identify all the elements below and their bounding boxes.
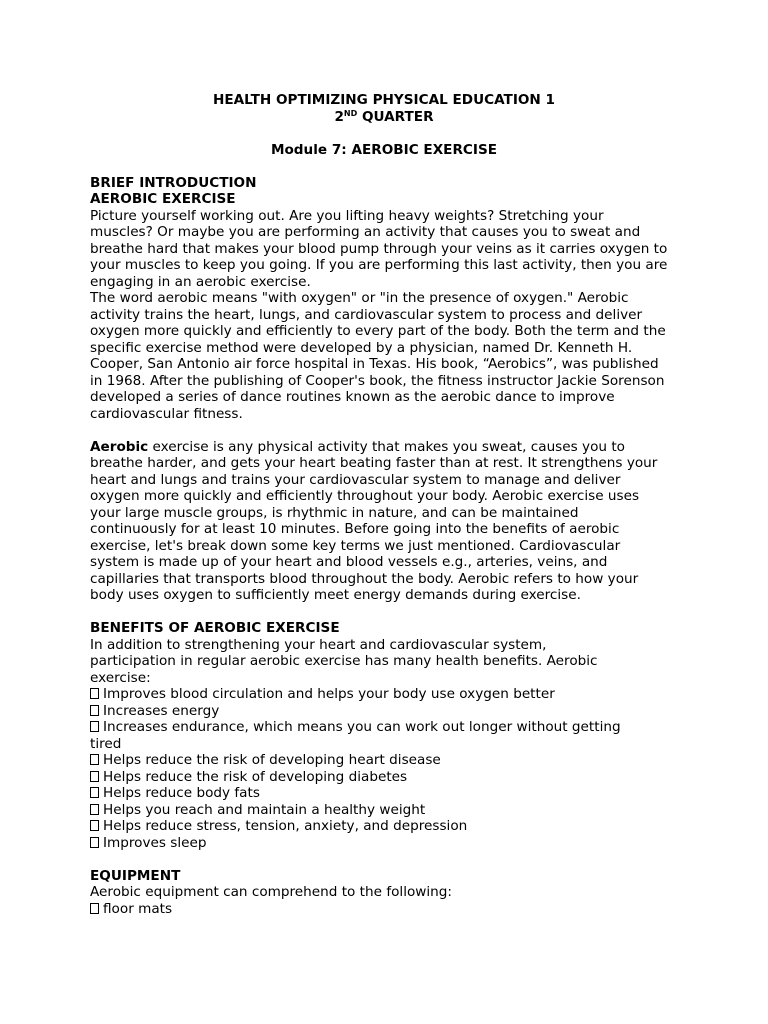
text-line: heart and lungs and trains your cardiovascular system to manage and deliver (90, 471, 621, 488)
intro-heading: BRIEF INTRODUCTION (90, 174, 257, 191)
text-line: specific exercise method were developed by a physician, named Dr. Kenneth H. (90, 339, 633, 356)
intro-paragraph-2 (90, 290, 690, 422)
text-line: capillaries that transports blood throughout the body. Aerobic refers to how your (90, 570, 639, 587)
text-line: activity trains the heart, lungs, and cardiovascular system to process and deliver (90, 306, 643, 323)
quarter-heading (90, 109, 678, 126)
text-line: your large muscle groups, is rhythmic in nature, and can be maintained (90, 504, 579, 521)
bullet-icon (90, 903, 99, 914)
text-span: exercise is any physical activity that makes you sweat, causes you to (148, 438, 625, 455)
text-line: developed a series of dance routines known as the aerobic dance to improve (90, 389, 615, 405)
list-item: Helps reduce body fats (90, 785, 690, 802)
list-item: Improves sleep (90, 835, 690, 852)
bullet-icon (90, 820, 99, 831)
document-page (90, 92, 690, 917)
benefits-intro (90, 637, 690, 687)
quarter-number: 2 (334, 108, 344, 125)
text-line: your muscles to keep you going. If you are performing this last activity, then you are (90, 257, 668, 273)
text-line: cardiovascular fitness. (90, 405, 243, 422)
text-line (90, 439, 690, 456)
text-line: continuously for at least 10 minutes. Before going into the benefits of aerobic (90, 521, 620, 537)
list-item: floor mats (90, 901, 690, 918)
text-line: system is made up of your heart and blood vessels e.g., arteries, veins, and (90, 554, 608, 570)
bullet-icon (90, 721, 99, 732)
quarter-superscript: ND (343, 108, 358, 118)
text-line: exercise: (90, 669, 151, 686)
intro-paragraph-3 (90, 439, 690, 604)
bullet-icon (90, 771, 99, 782)
text-line: muscles? Or maybe you are performing an activity that causes you to sweat and (90, 224, 641, 240)
text-line: participation in regular aerobic exercise has many health benefits. Aerobic (90, 653, 598, 669)
bullet-icon (90, 787, 99, 798)
aerobic-bold-term: Aerobic (90, 438, 149, 455)
module-title: Module 7: AEROBIC EXERCISE (270, 141, 498, 158)
benefits-list (90, 686, 690, 851)
bullet-icon (90, 688, 99, 699)
document-title: HEALTH OPTIMIZING PHYSICAL EDUCATION 1 (212, 92, 556, 108)
intro-subheading: AEROBIC EXERCISE (90, 191, 236, 207)
list-item: Increases endurance, which means you can work out longer without getting (90, 719, 690, 736)
bullet-icon (90, 837, 99, 848)
bullet-icon (90, 705, 99, 716)
equipment-intro: Aerobic equipment can comprehend to the following: (90, 884, 453, 900)
list-item: Increases energy (90, 703, 690, 720)
benefits-heading: BENEFITS OF AEROBIC EXERCISE (90, 620, 340, 636)
quarter-word: QUARTER (357, 108, 434, 125)
text-line: In addition to strengthening your heart and cardiovascular system, (90, 636, 547, 653)
text-line: exercise, let's break down some key terms we just mentioned. Cardiovascular (90, 537, 621, 554)
text-line: breathe hard that makes your blood pump through your veins as it carries oxygen to (90, 240, 668, 257)
list-item-continuation: tired (90, 735, 122, 752)
intro-paragraph-1 (90, 208, 690, 291)
list-item: Helps you reach and maintain a healthy weight (90, 802, 690, 819)
text-line: oxygen more quickly and efficiently throughout your body. Aerobic exercise uses (90, 488, 640, 504)
text-line: Picture yourself working out. Are you lifting heavy weights? Stretching your (90, 207, 604, 224)
text-line: oxygen more quickly and efficiently to every part of the body. Both the term and the (90, 323, 666, 339)
text-line: body uses oxygen to sufficiently meet energy demands during exercise. (90, 587, 581, 603)
list-item: Improves blood circulation and helps your body use oxygen better (90, 686, 690, 703)
equipment-heading: EQUIPMENT (90, 867, 181, 884)
list-item: Helps reduce the risk of developing heart disease (90, 752, 690, 769)
text-line: breathe harder, and gets your heart beating faster than at rest. It strengthens your (90, 455, 658, 471)
list-item: Helps reduce stress, tension, anxiety, and depression (90, 818, 690, 835)
text-line: engaging in an aerobic exercise. (90, 273, 311, 290)
text-line: Cooper, San Antonio air force hospital in Texas. His book, “Aerobics”, was published (90, 356, 659, 372)
text-line: The word aerobic means "with oxygen" or "in the presence of oxygen." Aerobic (90, 290, 629, 306)
bullet-icon (90, 754, 99, 765)
text-line: in 1968. After the publishing of Cooper's book, the fitness instructor Jackie Sorenson (90, 372, 665, 389)
bullet-icon (90, 804, 99, 815)
list-item: Helps reduce the risk of developing diabetes (90, 769, 690, 786)
